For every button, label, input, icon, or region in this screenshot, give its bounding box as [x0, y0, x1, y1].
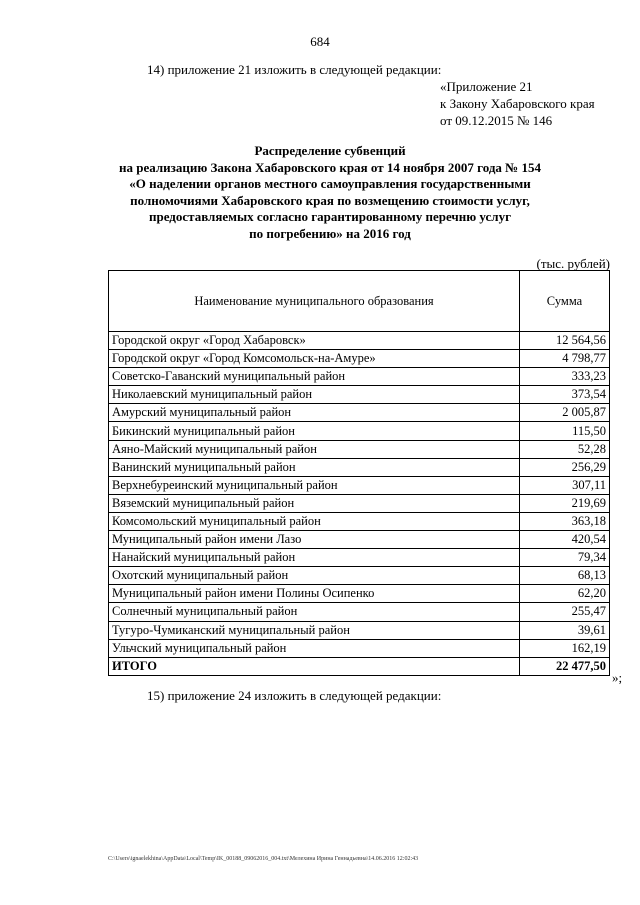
appendix-line-1: «Приложение 21 [440, 79, 533, 94]
row-sum-cell: 255,47 [520, 603, 610, 621]
row-name-cell: Охотский муниципальный район [109, 567, 520, 585]
total-sum-cell: 22 477,50 [520, 657, 610, 675]
row-sum-cell: 333,23 [520, 368, 610, 386]
row-name-cell: Аяно-Майский муниципальный район [109, 440, 520, 458]
table-row [109, 440, 610, 458]
table-row [109, 531, 610, 549]
title-line: «О наделении органов местного самоуправления государственными [129, 176, 531, 191]
row-name-cell: Нанайский муниципальный район [109, 549, 520, 567]
row-sum-cell: 68,13 [520, 567, 610, 585]
table-total-row [109, 657, 610, 675]
table-row [109, 350, 610, 368]
row-sum-cell: 4 798,77 [520, 350, 610, 368]
closing-quote-mark: »; [612, 670, 623, 685]
row-name-cell: Тугуро-Чумиканский муниципальный район [109, 621, 520, 639]
row-name-cell: Верхнебуреинский муниципальный район [109, 476, 520, 494]
row-name-cell: Муниципальный район имени Полины Осипенко [109, 585, 520, 603]
row-name-cell: Комсомольский муниципальный район [109, 512, 520, 530]
next-instruction: 15) приложение 24 изложить в следующей редакции: [147, 688, 442, 703]
table-row [109, 386, 610, 404]
row-sum-cell: 39,61 [520, 621, 610, 639]
row-sum-cell: 115,50 [520, 422, 610, 440]
title-line: Распределение субвенций [254, 143, 406, 158]
units-label: (тыс. рублей) [536, 256, 610, 271]
row-sum-cell: 79,34 [520, 549, 610, 567]
table-row [109, 476, 610, 494]
table-row [109, 603, 610, 621]
row-sum-cell: 363,18 [520, 512, 610, 530]
table-row [109, 458, 610, 476]
row-name-cell: Вяземский муниципальный район [109, 494, 520, 512]
table-row [109, 512, 610, 530]
table-row [109, 368, 610, 386]
intro-line: 14) приложение 21 изложить в следующей редакции: [147, 62, 442, 77]
table-header-row [109, 271, 610, 332]
row-sum-cell: 52,28 [520, 440, 610, 458]
row-name-cell: Николаевский муниципальный район [109, 386, 520, 404]
header-name: Наименование муниципального образования [109, 271, 520, 332]
row-name-cell: Бикинский муниципальный район [109, 422, 520, 440]
header-sum: Сумма [520, 271, 610, 332]
title-line: по погребению» на 2016 год [249, 225, 411, 241]
appendix-line-3: от 09.12.2015 № 146 [440, 113, 553, 128]
row-sum-cell: 256,29 [520, 458, 610, 476]
row-name-cell: Городской округ «Город Хабаровск» [109, 332, 520, 350]
table-row [109, 422, 610, 440]
row-sum-cell: 307,11 [520, 476, 610, 494]
table-row [109, 621, 610, 639]
footer-file-path: C:\Users\ignaelekhina\AppData\Local\Temp\IK_00188_09062016_004.txt\Мелехина Ирина Геннадьевна\14.06.2016 12:02:43 [108, 856, 419, 862]
row-name-cell: Городской округ «Город Комсомольск-на-Амуре» [109, 350, 520, 368]
row-name-cell: Ванинский муниципальный район [109, 458, 520, 476]
row-sum-cell: 162,19 [520, 639, 610, 657]
table-row [109, 567, 610, 585]
appendix-line-2: к Закону Хабаровского края [440, 96, 595, 111]
title-line: полномочиями Хабаровского края по возмещению стоимости услуг, [130, 192, 530, 208]
subsidy-table [108, 270, 610, 676]
table-row [109, 549, 610, 567]
table-row [109, 332, 610, 350]
row-sum-cell: 219,69 [520, 494, 610, 512]
row-sum-cell: 420,54 [520, 531, 610, 549]
row-name-cell: Солнечный муниципальный район [109, 603, 520, 621]
row-name-cell: Ульчский муниципальный район [109, 639, 520, 657]
row-name-cell: Амурский муниципальный район [109, 404, 520, 422]
title-line: предоставляемых согласно гарантированному перечню услуг [148, 209, 511, 224]
row-name-cell: Муниципальный район имени Лазо [109, 531, 520, 549]
table-row [109, 404, 610, 422]
page-number: 684 [310, 34, 330, 49]
table-row [109, 494, 610, 512]
row-sum-cell: 12 564,56 [520, 332, 610, 350]
table-body [109, 332, 610, 676]
row-sum-cell: 373,54 [520, 386, 610, 404]
row-name-cell: Советско-Гаванский муниципальный район [109, 368, 520, 386]
appendix-reference [440, 78, 595, 129]
total-label-cell: ИТОГО [109, 657, 520, 675]
document-title [60, 143, 600, 242]
table-row [109, 585, 610, 603]
row-sum-cell: 2 005,87 [520, 404, 610, 422]
title-line: на реализацию Закона Хабаровского края от 14 ноября 2007 года № 154 [119, 159, 541, 175]
row-sum-cell: 62,20 [520, 585, 610, 603]
table-row [109, 639, 610, 657]
